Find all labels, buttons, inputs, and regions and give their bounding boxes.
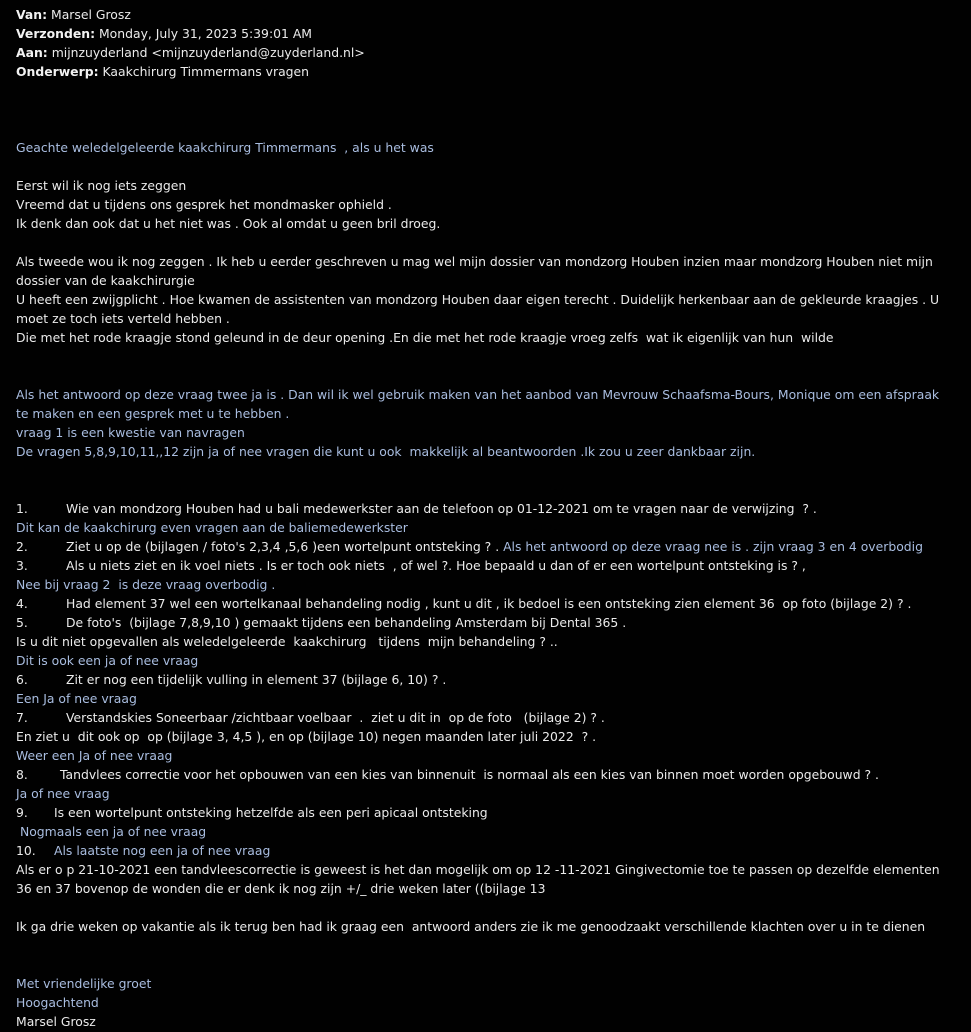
signature-name: Marsel Grosz [16, 1014, 96, 1029]
closing-paragraph: Ik ga drie weken op vakantie als ik terug ben had ik graag een antwoord anders zie ik me genoodzaakt verschillende klachten over u in te dienen [16, 919, 926, 934]
sent-value: Monday, July 31, 2023 5:39:01 AM [98, 26, 312, 41]
question-8: 8. Tandvlees correctie voor het opbouwen van een kies van binnenuit is normaal als een kies van binnen moet worden opgebouwd ? . [16, 767, 879, 782]
question-3-note: Nee bij vraag 2 is deze vraag overbodig . [16, 577, 276, 592]
subject-value: Kaakchirurg Timmermans vragen [102, 64, 310, 79]
question-7: 7. Verstandskies Soneerbaar /zichtbaar voelbaar . ziet u dit in op de foto (bijlage 2) ? . [16, 710, 605, 725]
signature-regards: Hoogachtend [16, 995, 99, 1010]
question-8-note: Ja of nee vraag [16, 786, 110, 801]
question-9-note: Nogmaals een ja of nee vraag [16, 824, 207, 839]
question-9: 9. Is een wortelpunt ontsteking hetzelfde als een peri apicaal ontsteking [16, 805, 488, 820]
question-5-extra: Is u dit niet opgevallen als weledelgeleerde kaakchirurg tijdens mijn behandeling ? .. [16, 634, 558, 649]
signature-greeting: Met vriendelijke groet [16, 976, 152, 991]
intro-line-3: Ik denk dan ook dat u het niet was . Ook al omdat u geen bril droeg. [16, 216, 441, 231]
to-value[interactable]: mijnzuyderland <mijnzuyderland@zuyderland.nl> [51, 45, 365, 60]
question-5: 5. De foto's (bijlage 7,8,9,10 ) gemaakt tijdens een behandeling Amsterdam bij Dental 365 . [16, 615, 627, 630]
question-10-extra: Als er o p 21-10-2021 een tandvleescorrectie is geweest is het dan mogelijk om op 12 -11-2021 Gingivectomie toe te passen op dezelfde elementen 36 en 37 bovenop de wonden die er denk ik nog zijn +/_ drie weken later ((bijlage 13 [16, 862, 940, 896]
sent-label: Verzonden: [16, 26, 96, 41]
question-6: 6. Zit er nog een tijdelijk vulling in element 37 (bijlage 6, 10) ? . [16, 672, 447, 687]
intro-line-2: Vreemd dat u tijdens ons gesprek het mondmasker ophield . [16, 197, 392, 212]
from-label: Van: [16, 7, 48, 22]
question-2: 2. Ziet u op de (bijlagen / foto's 2,3,4 ,5,6 )een wortelpunt ontsteking ? . Als het antwoord op deze vraag nee is . zijn vraag 3 en 4 overbodig [16, 539, 923, 554]
paragraph-kraagje: Die met het rode kraagje stond geleund in de deur opening .En die met het rode kraagje vroeg zelfs wat ik eigenlijk van hun wilde [16, 330, 834, 345]
question-4: 4. Had element 37 wel een wortelkanaal behandeling nodig , kunt u dit , ik bedoel is een ontsteking zien element 36 op foto (bijlage 2) ? . [16, 596, 912, 611]
paragraph-dossier: Als tweede wou ik nog zeggen . Ik heb u eerder geschreven u mag wel mijn dossier van mondzorg Houben inzien maar mondzorg Houben niet mijn dossier van de kaakchirurgie [16, 254, 933, 288]
question-7-note: Weer een Ja of nee vraag [16, 748, 173, 763]
intro-line-1: Eerst wil ik nog iets zeggen [16, 178, 187, 193]
paragraph-zwijgplicht: U heeft een zwijgplicht . Hoe kwamen de assistenten van mondzorg Houben daar eigen terecht . Duidelijk herkenbaar aan de gekleurde kraagjes . U moet ze toch iets verteld hebben . [16, 292, 940, 326]
question-5-note: Dit is ook een ja of nee vraag [16, 653, 199, 668]
question-1: 1. Wie van mondzorg Houben had u bali medewerkster aan de telefoon op 01-12-2021 om te vragen naar de verwijzing ? . [16, 501, 817, 516]
question-10: 10. Als laatste nog een ja of nee vraag [16, 843, 271, 858]
to-label: Aan: [16, 45, 48, 60]
greeting: Geachte weledelgeleerde kaakchirurg Timmermans , als u het was [16, 140, 434, 155]
blue-list: De vragen 5,8,9,10,11,,12 zijn ja of nee vragen die kunt u ook makkelijk al beantwoorden .Ik zou u zeer dankbaar zijn. [16, 444, 756, 459]
question-7-extra: En ziet u dit ook op op (bijlage 3, 4,5 ), en op (bijlage 10) negen maanden later juli 2022 ? . [16, 729, 597, 744]
subject-label: Onderwerp: [16, 64, 99, 79]
blue-q1: vraag 1 is een kwestie van navragen [16, 425, 245, 440]
email-header [16, 5, 955, 81]
question-1-note: Dit kan de kaakchirurg even vragen aan de baliemedewerkster [16, 520, 408, 535]
blue-intro: Als het antwoord op deze vraag twee ja is . Dan wil ik wel gebruik maken van het aanbod van Mevrouw Schaafsma-Bours, Monique om een afspraak te maken en een gesprek met u te hebben . [16, 387, 940, 421]
question-3: 3. Als u niets ziet en ik voel niets . Is er toch ook niets , of wel ?. Hoe bepaald u dan of er een wortelpunt ontsteking is ? , [16, 558, 806, 573]
question-6-note: Een Ja of nee vraag [16, 691, 137, 706]
from-value[interactable]: Marsel Grosz [51, 7, 131, 22]
